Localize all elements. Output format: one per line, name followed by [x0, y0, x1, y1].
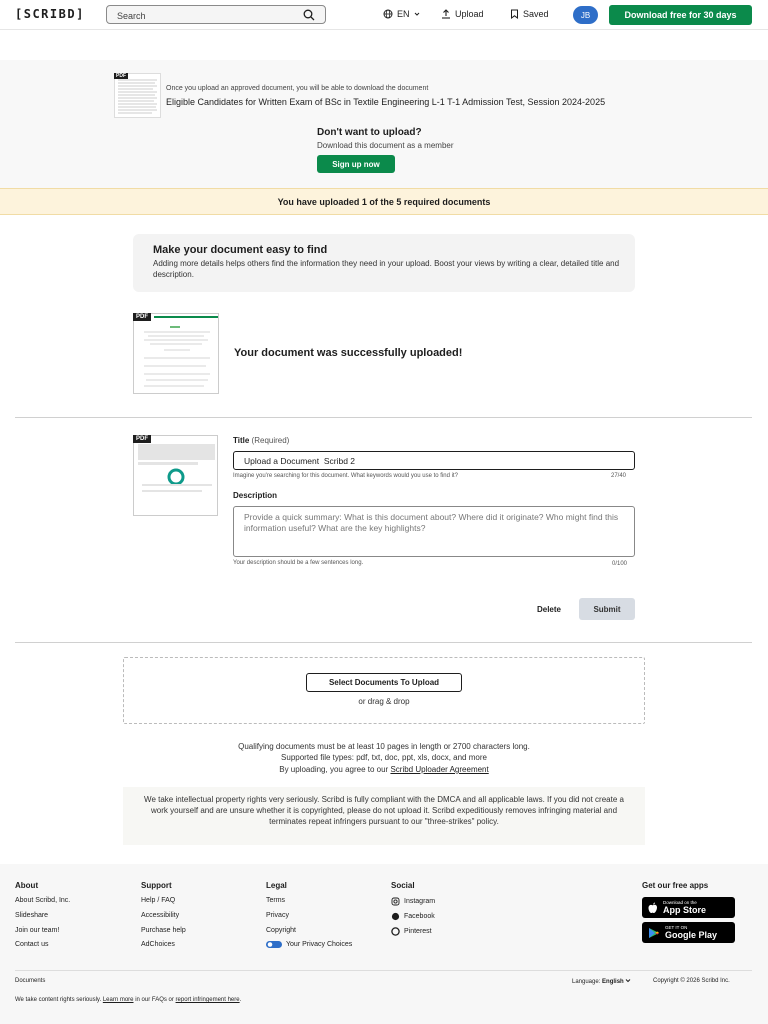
upload-success-message: Your document was successfully uploaded! [234, 347, 463, 359]
requested-document-title: Eligible Candidates for Written Exam of BSc in Textile Engineering L-1 T-1 Admission Test, Session 2024-2025 [166, 97, 606, 107]
download-as-member-text: Download this document as a member [317, 141, 454, 150]
description-label: Description [233, 491, 278, 500]
title-input[interactable] [233, 451, 635, 470]
rights-mid: in our FAQs or [135, 997, 174, 1003]
document-thumbnail [114, 73, 161, 118]
pinterest-icon [391, 927, 400, 936]
footer-link-terms[interactable]: Terms [266, 897, 286, 904]
footer-link-adchoices[interactable]: AdChoices [141, 941, 175, 948]
footer-link-pinterest[interactable] [391, 927, 432, 936]
privacy-choices-label: Your Privacy Choices [286, 941, 353, 948]
download-free-button[interactable]: Download free for 30 days [609, 5, 752, 25]
search-icon[interactable] [303, 9, 315, 21]
content-rights-line [15, 997, 241, 1003]
footer-link-about-scribd[interactable]: About Scribd, Inc. [15, 897, 71, 904]
title-label-text: Title [233, 436, 250, 445]
report-infringement-link[interactable]: report infringement here [175, 997, 240, 1003]
rights-suffix: . [239, 997, 242, 1003]
top-header [0, 0, 768, 30]
globe-icon [383, 9, 393, 19]
description-hint: Your description should be a few sentences long. [233, 560, 364, 566]
upload-label: Upload [455, 9, 484, 19]
pdf-badge: PDF [116, 73, 126, 79]
document-loading-graphic [134, 436, 219, 517]
footer-link-instagram[interactable] [391, 897, 435, 906]
tip-card [133, 234, 635, 292]
app-store-small-text: Download on the [663, 900, 697, 905]
footer-link-contact[interactable]: Contact us [15, 941, 49, 948]
footer-link-slideshare[interactable]: Slideshare [15, 912, 49, 919]
footer-copyright: Copyright © 2026 Scribd Inc. [653, 978, 730, 984]
facebook-icon [391, 912, 400, 921]
uploaded-page-preview [134, 314, 219, 394]
app-store-big-text: App Store [663, 905, 707, 915]
footer-language-label: Language: [572, 979, 601, 985]
pinterest-label: Pinterest [404, 928, 432, 935]
saved-label: Saved [523, 9, 549, 19]
footer-link-join-team[interactable]: Join our team! [15, 927, 60, 934]
file-types-text: Supported file types: pdf, txt, doc, ppt, xls, docx, and more [281, 753, 487, 762]
footer-language-selector[interactable] [572, 978, 631, 985]
section-divider [15, 417, 752, 418]
google-play-big-text: Google Play [665, 930, 718, 940]
rights-prefix: We take content rights seriously. [15, 997, 102, 1003]
saved-link[interactable] [510, 9, 549, 19]
user-avatar[interactable]: JB [573, 6, 598, 24]
footer-link-copyright[interactable]: Copyright [266, 927, 296, 934]
google-play-text [665, 925, 717, 940]
privacy-toggle-icon [266, 941, 282, 948]
learn-more-link[interactable]: Learn more [102, 997, 134, 1003]
drag-drop-text: or drag & drop [358, 697, 410, 706]
footer-documents-link[interactable]: Documents [15, 978, 46, 984]
tip-body: Adding more details helps others find the information they need in your upload. Boost your views by writing a clear, detailed title and description. [153, 259, 620, 279]
uploaded-pdf-badge: PDF [133, 313, 151, 321]
title-char-count: 27/40 [611, 473, 627, 479]
uploader-agreement-link[interactable]: Scribd Uploader Agreement [390, 765, 489, 774]
language-label: EN [397, 9, 410, 19]
upload-link[interactable] [441, 9, 484, 19]
footer-social-heading: Social [391, 881, 415, 890]
delete-button[interactable]: Delete [536, 605, 561, 614]
facebook-label: Facebook [404, 913, 435, 920]
search-input[interactable] [107, 8, 287, 25]
footer-link-privacy[interactable]: Privacy [266, 912, 289, 919]
form-pdf-badge: PDF [133, 435, 151, 443]
bookmark-icon [510, 9, 519, 19]
dont-want-upload-heading: Don't want to upload? [317, 127, 422, 138]
submit-button[interactable]: Submit [579, 598, 635, 620]
footer-link-help[interactable]: Help / FAQ [141, 897, 176, 904]
search-bar[interactable] [106, 5, 326, 24]
chevron-down-icon [414, 11, 420, 17]
footer-link-privacy-choices[interactable] [266, 941, 352, 948]
upload-icon [441, 9, 451, 19]
uploaded-document-thumbnail [133, 313, 219, 394]
google-play-small-text: GET IT ON [665, 925, 688, 930]
footer-language-value: English [602, 979, 624, 985]
footer-apps-heading: Get our free apps [642, 881, 709, 890]
document-preview-lines [115, 74, 160, 117]
section-divider-2 [15, 642, 752, 643]
google-play-icon [648, 927, 660, 939]
tip-title: Make your document easy to find [153, 244, 328, 256]
document-placeholder-thumbnail [133, 435, 218, 516]
agreement-line [0, 765, 768, 774]
description-char-count: 0/100 [612, 561, 628, 567]
select-documents-button[interactable]: Select Documents To Upload [306, 673, 462, 692]
upload-progress-banner: You have uploaded 1 of the 5 required documents [0, 188, 768, 215]
footer-support-heading: Support [141, 881, 172, 890]
language-selector[interactable] [383, 9, 420, 19]
ip-rights-notice: We take intellectual property rights very seriously. Scribd is fully compliant with the DMCA and all applicable laws. If you did not create a work yourself and are unsure whether it is copyrighted, please do not upload it. Scribd expeditiously removes infringing material and terminates repeat infringers pursuant to our "three-strikes" policy. [123, 787, 645, 845]
title-required-text: (Required) [251, 436, 290, 445]
chevron-down-icon [625, 978, 631, 983]
footer-link-facebook[interactable] [391, 912, 435, 921]
sign-up-button[interactable]: Sign up now [317, 155, 395, 173]
google-play-button[interactable] [642, 922, 735, 943]
app-store-text [663, 900, 706, 915]
footer-link-purchase-help[interactable]: Purchase help [141, 927, 186, 934]
description-input[interactable] [233, 506, 635, 557]
length-requirement: Qualifying documents must be at least 10 pages in length or 2700 characters long. [238, 742, 530, 751]
footer-divider [15, 970, 752, 971]
instagram-label: Instagram [404, 898, 436, 905]
title-hint: Imagine you're searching for this document. What keywords would you use to find it? [233, 473, 458, 479]
footer-link-accessibility[interactable]: Accessibility [141, 912, 180, 919]
title-label [233, 436, 289, 445]
footer-legal-heading: Legal [266, 881, 287, 890]
instagram-icon [391, 897, 400, 906]
apple-icon [648, 902, 658, 914]
upload-approval-note: Once you upload an approved document, you will be able to download the document [166, 85, 429, 92]
scribd-logo[interactable]: [SCRIBD] [15, 7, 85, 21]
footer-about-heading: About [15, 881, 39, 890]
agreement-prefix: By uploading, you agree to our [279, 765, 389, 774]
app-store-button[interactable] [642, 897, 735, 918]
